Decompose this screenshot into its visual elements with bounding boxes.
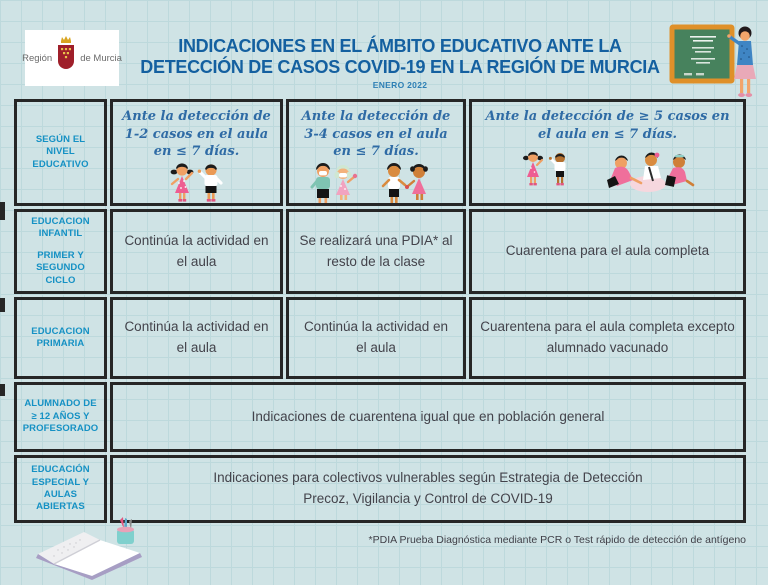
page-title-line2: DETECCIÓN DE CASOS COVID-19 EN LA REGIÓN DE MURCIA <box>140 57 660 77</box>
case-column-header-1 <box>110 99 283 206</box>
edge-mark <box>0 384 5 396</box>
teacher-at-chalkboard-icon <box>668 20 762 107</box>
kids-group-of-four-icon <box>306 161 446 212</box>
page-title-line1: INDICACIONES EN EL ÁMBITO EDUCATIVO ANTE LA <box>178 36 622 56</box>
case-column-header-3-label: Ante la detección de ≥ 5 casos en el aula en ≤ 7 días. <box>485 109 730 142</box>
row-header-educacion-especial <box>14 455 107 523</box>
row-header-label: ALUMNADO DE ≥ 12 AÑOS Y PROFESORADO <box>22 398 99 435</box>
table-cell-primaria-2: Continúa la actividad en el aula <box>286 297 466 379</box>
logo-text-right: de Murcia <box>80 52 122 64</box>
row-header-educacion-infantil <box>14 209 107 294</box>
table-cell-infantil-3: Cuarentena para el aula completa <box>469 209 746 294</box>
table-cell-infantil-2: Se realizará una PDIA* al resto de la clase <box>286 209 466 294</box>
date-badge: ENERO 2022 <box>372 80 428 90</box>
corner-header-cell <box>14 99 107 206</box>
table-cell-alumnado-span: Indicaciones de cuarentena igual que en población general <box>110 382 746 452</box>
pdia-footnote: *PDIA Prueba Diagnóstica mediante PCR o Test rápido de detección de antígeno <box>368 534 746 546</box>
row-header-label: EDUCACION PRIMARIA <box>31 325 90 349</box>
table-cell-primaria-1: Continúa la actividad en el aula <box>110 297 283 379</box>
region-murcia-logo <box>22 30 122 86</box>
edge-mark <box>0 202 5 220</box>
case-column-header-2 <box>286 99 466 206</box>
row-header-educacion-primaria <box>14 297 107 379</box>
row-header-label: EDUCACIÓN ESPECIAL Y AULAS ABIERTAS <box>31 464 90 513</box>
covid-indications-table <box>14 99 746 523</box>
table-cell-especial-span: Indicaciones para colectivos vulnerables según Estrategia de Detección Precoz, Vigilancia y Control de COVID-19 <box>110 455 746 523</box>
row-header-alumnado-12 <box>14 382 107 452</box>
logo-text-left: Región <box>22 52 53 64</box>
row-header-label: EDUCACION INFANTIL <box>31 216 90 240</box>
table-cell-primaria-3: Cuarentena para el aula completa excepto alumnado vacunado <box>469 297 746 379</box>
murcia-coat-of-arms-icon <box>55 35 77 82</box>
corner-header-label: SEGÚN EL NIVEL EDUCATIVO <box>32 133 89 170</box>
kids-pair-icon <box>166 161 228 210</box>
kids-group-of-five-icon <box>503 150 713 197</box>
edge-mark <box>0 298 5 312</box>
case-column-header-1-label: Ante la detección de 1-2 casos en el aula en ≤ 7 días. <box>122 109 271 160</box>
row-header-label: PRIMER Y SEGUNDO CICLO <box>36 249 85 286</box>
page-header <box>125 36 675 90</box>
case-column-header-3 <box>469 99 746 206</box>
table-cell-infantil-1: Continúa la actividad en el aula <box>110 209 283 294</box>
notebook-and-pencils-icon <box>24 516 154 585</box>
case-column-header-2-label: Ante la detección de 3-4 casos en el aula en ≤ 7 días. <box>301 109 451 160</box>
